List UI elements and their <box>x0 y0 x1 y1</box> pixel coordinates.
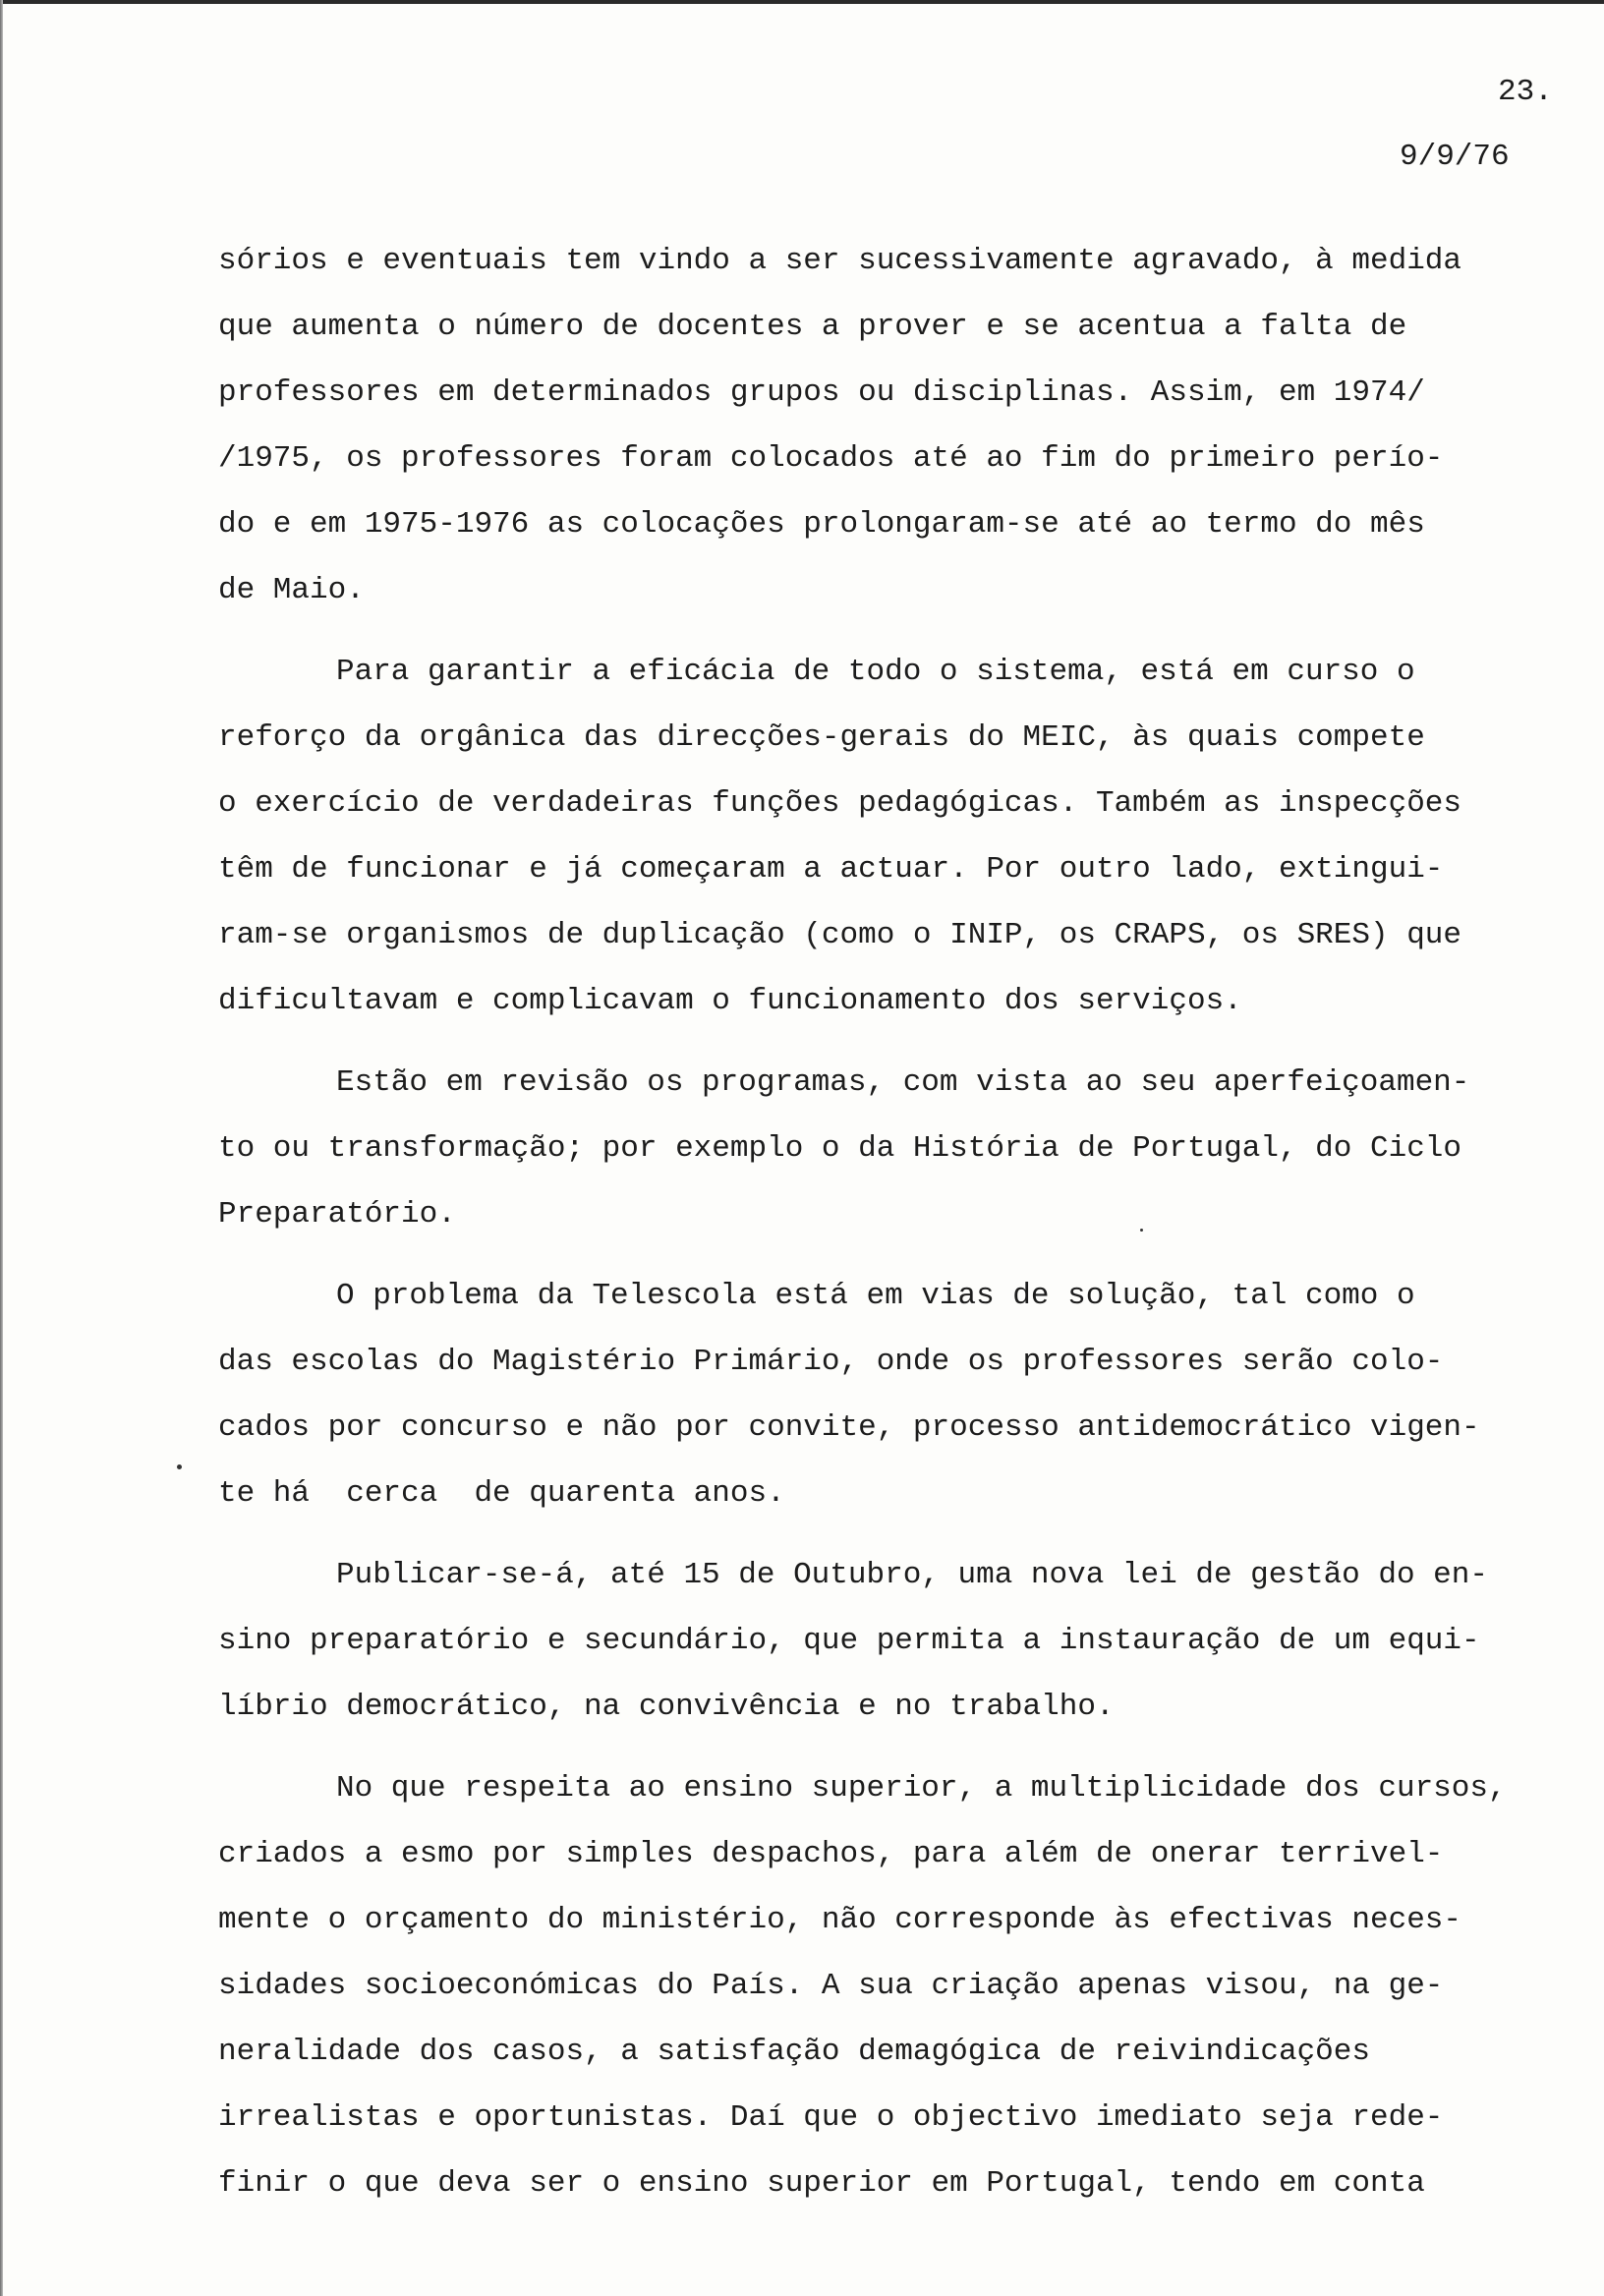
document-body <box>218 228 1575 2232</box>
paragraph-4 <box>218 1263 1575 1526</box>
text-line: sino preparatório e secundário, que permita a instauração de um equi- <box>218 1624 1480 1658</box>
page-number: 23. <box>1498 75 1553 109</box>
text-line: Preparatório. <box>218 1197 456 1232</box>
text-line: reforço da orgânica das direcções-gerais do MEIC, às quais compete <box>218 720 1425 755</box>
text-line: irrealistas e oportunistas. Daí que o objectivo imediato seja rede- <box>218 2100 1444 2135</box>
text-line: que aumenta o número de docentes a prover e se acentua a falta de <box>218 310 1407 344</box>
text-line: ram-se organismos de duplicação (como o INIP, os CRAPS, os SRES) que <box>218 918 1462 952</box>
paragraph-6 <box>218 1755 1575 2216</box>
text-line: do e em 1975-1976 as colocações prolongaram-se até ao termo do mês <box>218 507 1425 542</box>
text-line: dificultavam e complicavam o funcionamento dos serviços. <box>218 984 1242 1018</box>
text-line: Publicar-se-á, até 15 de Outubro, uma nova lei de gestão do en- <box>336 1558 1488 1592</box>
page-date: 9/9/76 <box>1400 140 1510 174</box>
text-line: /1975, os professores foram colocados até ao fim do primeiro perío- <box>218 441 1444 476</box>
text-line: to ou transformação; por exemplo o da História de Portugal, do Ciclo <box>218 1131 1462 1166</box>
page-left-edge <box>0 0 3 2296</box>
text-line: criados a esmo por simples despachos, para além de onerar terrivel- <box>218 1837 1444 1871</box>
text-line: Estão em revisão os programas, com vista ao seu aperfeiçoamen- <box>336 1065 1470 1100</box>
text-line: professores em determinados grupos ou disciplinas. Assim, em 1974/ <box>218 375 1425 410</box>
text-line: sórios e eventuais tem vindo a ser sucessivamente agravado, à medida <box>218 244 1462 278</box>
text-line: Para garantir a eficácia de todo o sistema, está em curso o <box>336 655 1415 689</box>
text-line: te há cerca de quarenta anos. <box>218 1476 785 1511</box>
text-line: líbrio democrático, na convivência e no trabalho. <box>218 1690 1115 1724</box>
paragraph-3 <box>218 1050 1575 1247</box>
text-line: mente o orçamento do ministério, não corresponde às efectivas neces- <box>218 1903 1462 1937</box>
text-line: O problema da Telescola está em vias de solução, tal como o <box>336 1279 1415 1313</box>
text-line: sidades socioeconómicas do País. A sua criação apenas visou, na ge- <box>218 1969 1444 2003</box>
text-line: No que respeita ao ensino superior, a multiplicidade dos cursos, <box>336 1771 1507 1806</box>
page-top-edge <box>0 0 1604 4</box>
text-line: têm de funcionar e já começaram a actuar. Por outro lado, extingui- <box>218 852 1444 887</box>
text-line: de Maio. <box>218 573 365 607</box>
text-line: finir o que deva ser o ensino superior em Portugal, tendo em conta <box>218 2166 1425 2201</box>
paragraph-2 <box>218 639 1575 1034</box>
paragraph-1 <box>218 228 1575 623</box>
paragraph-5 <box>218 1542 1575 1740</box>
scan-speck <box>1140 1229 1143 1232</box>
text-line: neralidade dos casos, a satisfação demagógica de reivindicações <box>218 2035 1370 2069</box>
text-line: cados por concurso e não por convite, processo antidemocrático vigen- <box>218 1410 1480 1445</box>
text-line: das escolas do Magistério Primário, onde os professores serão colo- <box>218 1345 1444 1379</box>
text-line: o exercício de verdadeiras funções pedagógicas. Também as inspecções <box>218 786 1462 821</box>
scan-speck <box>177 1464 182 1469</box>
